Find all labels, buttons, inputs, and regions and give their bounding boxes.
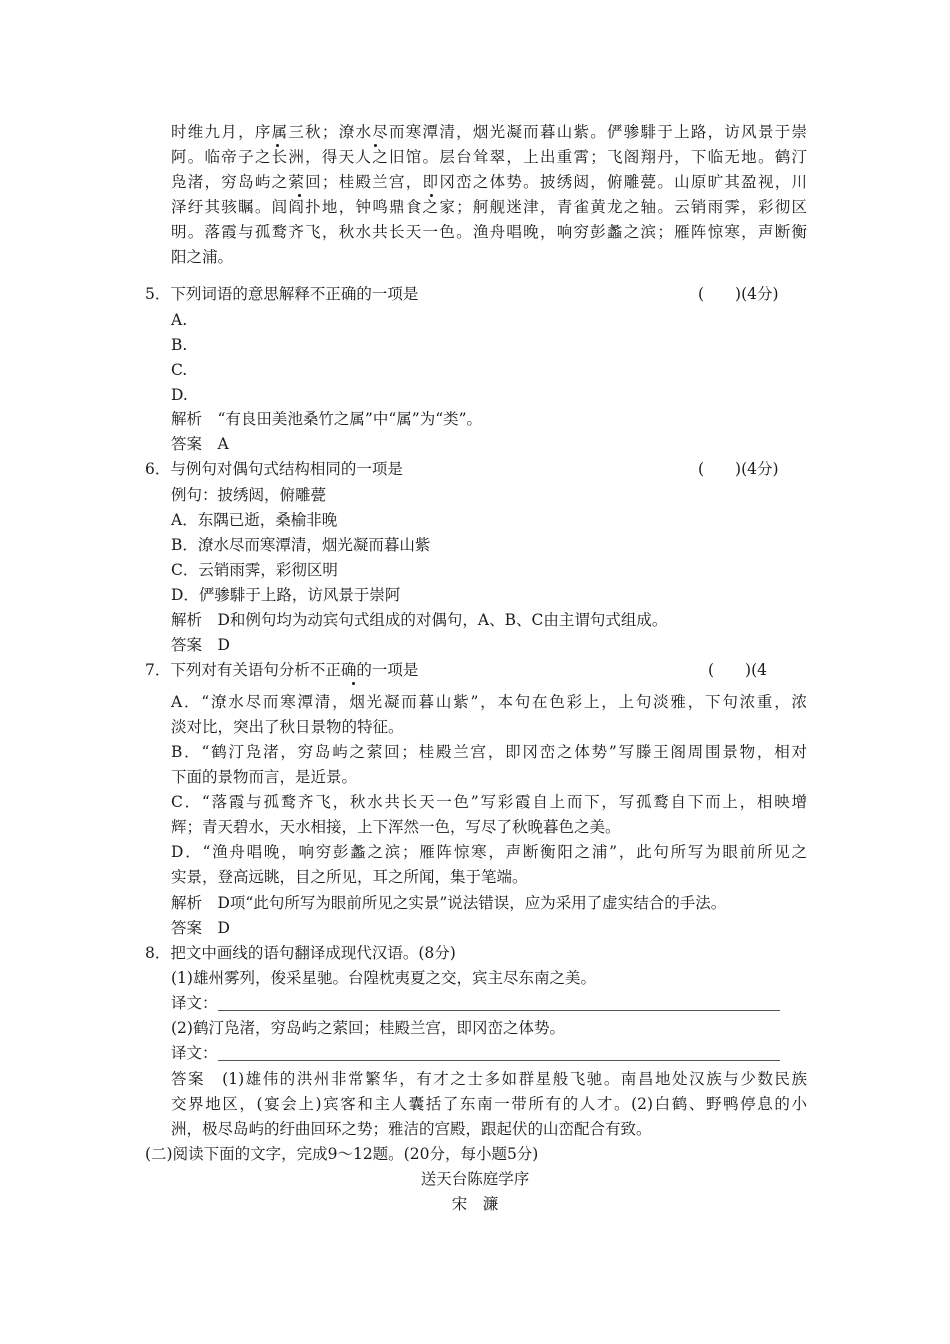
q8-sentence-1: (1)雄州雾列，俊采星驰。台隍枕夷夏之交，宾主尽东南之美。 <box>171 969 596 987</box>
essay-author: 宋 濂 <box>451 1195 499 1213</box>
q7-option-line: C．“落霞与孤鹜齐飞，秋水共长天一色”写彩霞自上而下，写孤鹜自下而上，相映增 <box>171 793 807 811</box>
q8-stem: 8．把文中画线的语句翻译成现代汉语。(8分) <box>145 944 456 962</box>
q6-analysis: 解析 D和例句均为动宾句式组成的对偶句，A、B、C由主谓句式组成。 <box>171 611 668 629</box>
q6-option: C．云销雨霁，彩彻区明 <box>171 561 338 579</box>
passage-line: 凫渚，穷岛屿之萦回；桂殿兰宫，即冈峦之体势。披绣闼，俯雕甍。山原旷其盈视，川 <box>171 173 807 191</box>
q7-option-line: 下面的景物而言，是近景。 <box>171 768 358 786</box>
q6-score: ( )(4分) <box>698 460 779 478</box>
q5-analysis: 解析 “有良田美池桑竹之属”中“属”为“类”。 <box>171 410 483 428</box>
emphasis-dot <box>352 682 355 685</box>
essay-title: 送天台陈庭学序 <box>420 1170 530 1188</box>
q5-score: ( )(4分) <box>698 285 779 303</box>
passage-line: 阳之浦。 <box>171 248 234 266</box>
emphasis-dot <box>374 144 377 147</box>
q5-answer: 答案 A <box>171 435 229 453</box>
q7-option-line: D．“渔舟唱晚，响穷彭蠡之滨；雁阵惊寒，声断衡阳之浦”，此句所写为眼前所见之 <box>171 843 807 861</box>
q7-option-line: 辉；青天碧水，天水相接，上下浑然一色，写尽了秋晚暮色之美。 <box>171 818 621 836</box>
q5-stem: 5．下列词语的意思解释不正确的一项是 <box>145 285 419 303</box>
emphasis-dot <box>298 194 301 197</box>
q8-answer-line: 交界地区，(宴会上)宾客和主人囊括了东南一带所有的人才。(2)白鹤、野鸭停息的小 <box>171 1095 807 1113</box>
q5-option: B. <box>171 336 188 354</box>
q7-option-line: B．“鹤汀凫渚，穷岛屿之萦回；桂殿兰宫，即冈峦之体势”写滕王阁周围景物，相对 <box>171 743 807 761</box>
emphasis-dot <box>276 144 279 147</box>
q5-option: D. <box>171 386 188 404</box>
passage-line: 阿。临帝子之长洲，得天人之旧馆。层台耸翠，上出重霄；飞阁翔丹，下临无地。鹤汀 <box>171 148 807 166</box>
q8-answer-line: 洲，极尽岛屿的纡曲回环之势；雅洁的宫殿，跟起伏的山峦配合有致。 <box>171 1120 652 1138</box>
q6-stem: 6．与例句对偶句式结构相同的一项是 <box>145 460 403 478</box>
q5-option: A. <box>171 311 188 329</box>
section-heading: (二)阅读下面的文字，完成9～12题。(20分，每小题5分) <box>145 1145 539 1163</box>
q7-option-line: 实景，登高远眺，目之所见，耳之所闻，集于笔端。 <box>171 868 528 886</box>
translation-blank-line[interactable] <box>218 1010 780 1011</box>
q8-answer-line: 答案 (1)雄伟的洪州非常繁华，有才之士多如群星般飞驰。南昌地处汉族与少数民族 <box>171 1070 807 1088</box>
passage-line: 明。落霞与孤鹜齐飞，秋水共长天一色。渔舟唱晚，响穷彭蠡之滨；雁阵惊寒，声断衡 <box>171 223 807 241</box>
q6-example: 例句：披绣闼，俯雕甍 <box>171 486 327 504</box>
q7-option-line: 淡对比，突出了秋日景物的特征。 <box>171 718 404 736</box>
translation-label: 译文： <box>171 1044 218 1062</box>
passage-line: 泽纡其骇瞩。闾阎扑地，钟鸣鼎食之家；舸舰迷津，青雀黄龙之轴。云销雨霁，彩彻区 <box>171 198 807 216</box>
q8-sentence-2: (2)鹤汀凫渚，穷岛屿之萦回；桂殿兰宫，即冈峦之体势。 <box>171 1019 565 1037</box>
emphasis-dot <box>430 194 433 197</box>
q6-option: B．潦水尽而寒潭清，烟光凝而暮山紫 <box>171 536 431 554</box>
q7-score: ( )(4 <box>708 661 768 679</box>
q7-option-line: A．“潦水尽而寒潭清，烟光凝而暮山紫”，本句在色彩上，上句淡雅，下句浓重，浓 <box>171 693 807 711</box>
q7-answer: 答案 D <box>171 919 230 937</box>
q5-option: C. <box>171 361 188 379</box>
q6-option: A．东隅已逝，桑榆非晚 <box>171 511 338 529</box>
translation-blank-line[interactable] <box>218 1060 780 1061</box>
passage-line: 时维九月，序属三秋；潦水尽而寒潭清，烟光凝而暮山紫。俨骖騑于上路，访风景于崇 <box>171 123 807 141</box>
q6-answer: 答案 D <box>171 636 230 654</box>
q6-option: D．俨骖騑于上路，访风景于崇阿 <box>171 586 401 604</box>
q7-analysis: 解析 D项“此句所写为眼前所见之实景”说法错误，应为采用了虚实结合的手法。 <box>171 894 727 912</box>
translation-label: 译文： <box>171 994 218 1012</box>
q7-stem: 7．下列对有关语句分析不正确的一项是 <box>145 661 419 679</box>
